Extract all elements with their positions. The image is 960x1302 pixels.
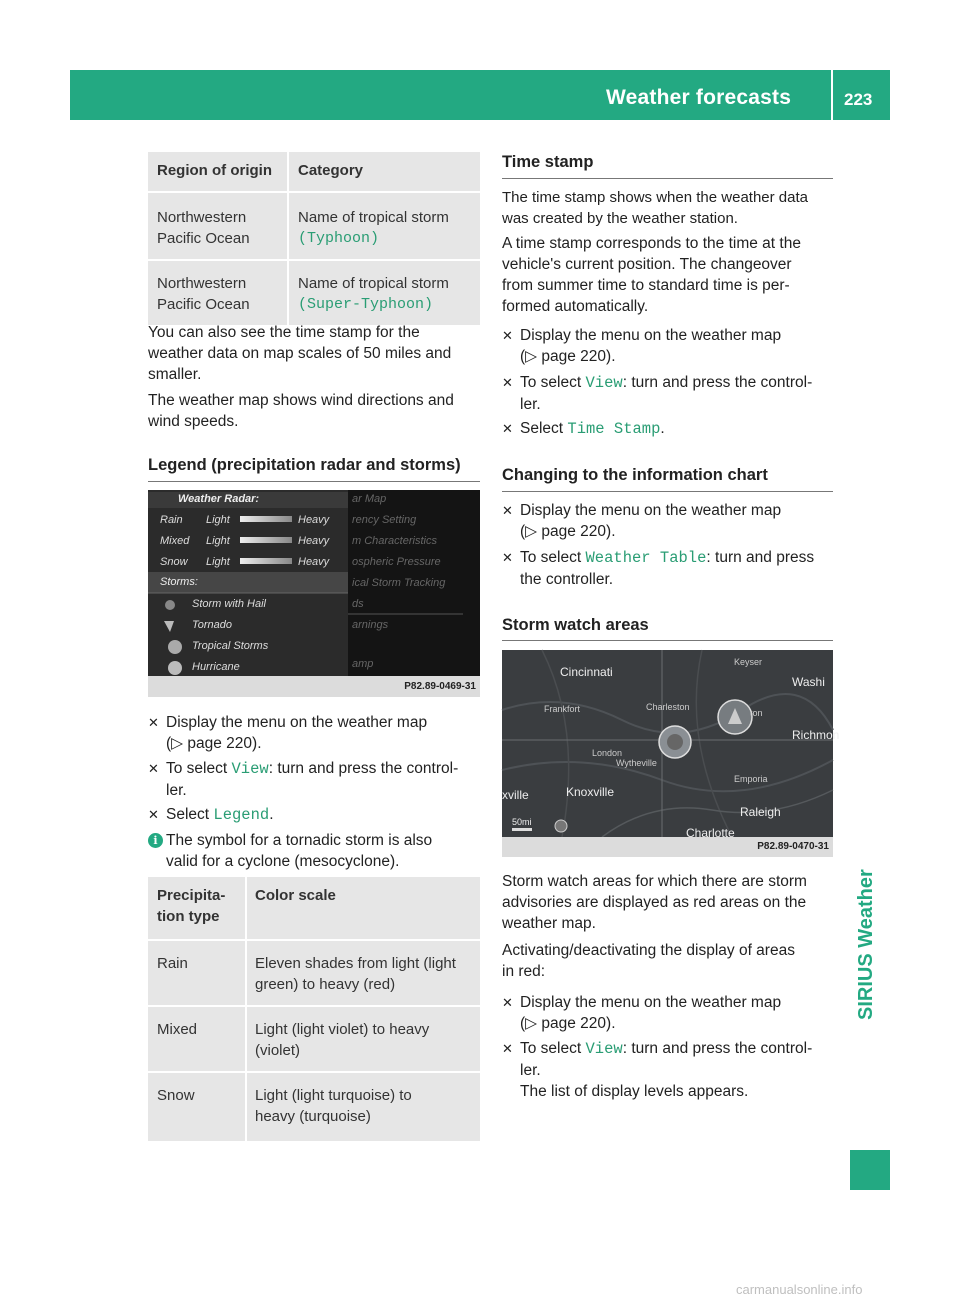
menu-item: m Characteristics (352, 535, 437, 547)
precip-type: Snow (160, 556, 188, 568)
text-line: A time stamp corresponds to the time at the (502, 235, 801, 252)
region-line: Pacific Ocean (157, 296, 250, 313)
map-scale: 50mi (512, 817, 532, 827)
step-arrow-icon: ✕ (502, 503, 513, 518)
precip-type: Mixed (160, 535, 190, 547)
table-cell (148, 260, 288, 325)
storm-region-table (148, 152, 480, 325)
cell-line: Light (light violet) to heavy (255, 1021, 430, 1038)
screen-title: Weather Radar: (178, 493, 260, 505)
table-row (148, 260, 480, 325)
note (166, 830, 432, 872)
step-arrow-icon: ✕ (502, 995, 513, 1010)
map-city-label: Washi (792, 675, 825, 689)
table-header-row (148, 877, 480, 940)
step-text (166, 758, 458, 780)
text-line: formed automatically. (502, 298, 649, 315)
menu-item: ical Storm Tracking (352, 577, 446, 589)
text-line: in red: (502, 963, 546, 980)
precipitation-table (148, 877, 480, 1141)
category-code: (Typhoon) (298, 230, 380, 247)
paragraph (148, 390, 454, 432)
cell-line: (violet) (255, 1042, 301, 1059)
step-text-part: : turn and press the control- (268, 760, 459, 777)
step-text: ler. (520, 1062, 541, 1079)
info-icon: i (148, 833, 163, 848)
paragraph (502, 233, 801, 317)
step-text-part: : turn and press (706, 549, 815, 566)
text-line: Activating/deactivating the display of areas (502, 942, 795, 959)
instruction-step (502, 992, 781, 1034)
step-text: The list of display levels appears. (520, 1083, 749, 1100)
category-line: Name of tropical storm (298, 209, 449, 226)
text-line: valid for a cyclone (mesocyclone). (166, 853, 400, 870)
map-city-label: Wytheville (616, 758, 657, 768)
menu-item: ospheric Pressure (352, 556, 441, 568)
step-text-part: Select (520, 420, 568, 437)
text-line: from summer time to standard time is per- (502, 277, 790, 294)
legend-heading: Legend (precipitation radar and storms) (148, 456, 461, 474)
instruction-step (502, 372, 812, 415)
map-city-label: Richmon (792, 728, 840, 742)
precip-type: Rain (160, 514, 183, 526)
instruction-step (502, 418, 665, 440)
menu-item: ds (352, 598, 364, 610)
step-text: Display the menu on the weather map (520, 502, 782, 519)
header-line: Precipita- (157, 887, 226, 904)
cell-line: Light (light turquoise) to (255, 1087, 412, 1104)
step-text-part: To select (520, 1040, 586, 1057)
text-line: Storm watch areas for which there are storm (502, 873, 807, 890)
map-city-label: Charleston (646, 702, 690, 712)
storm-map-graphic (502, 650, 833, 857)
header-line: tion type (157, 908, 220, 925)
step-text: (▷ page 220). (520, 1015, 616, 1032)
footer-watermark: carmanualsonline.info (736, 1282, 863, 1297)
step-text: Display the menu on the weather map (166, 714, 428, 731)
text-line: wind speeds. (148, 413, 239, 430)
step-text-part: : turn and press the control- (622, 1040, 813, 1057)
table-header (148, 877, 246, 940)
step-text: (▷ page 220). (520, 348, 616, 365)
step-text: (▷ page 220). (166, 735, 262, 752)
step-text: the controller. (520, 571, 614, 588)
menu-item: rency Setting (352, 514, 417, 526)
map-city-label: xville (502, 788, 529, 802)
image-code: P82.89-0469-31 (404, 681, 476, 692)
text-line: advisories are displayed as red areas on the (502, 894, 807, 911)
category-line: Name of tropical storm (298, 275, 449, 292)
table-cell: Mixed (148, 1006, 246, 1072)
precip-heavy: Heavy (298, 514, 330, 526)
table-cell: Snow (148, 1072, 246, 1141)
map-city-label: Knoxville (566, 785, 615, 799)
table-cell (288, 192, 480, 260)
table-header: Region of origin (148, 152, 288, 192)
step-arrow-icon: ✕ (148, 715, 159, 730)
step-text: (▷ page 220). (520, 523, 616, 540)
map-city-label: Raleigh (740, 805, 781, 819)
table-cell (148, 192, 288, 260)
table-cell: Rain (148, 940, 246, 1006)
paragraph (148, 322, 451, 385)
storm-map-screenshot (502, 650, 840, 857)
step-text-part: . (269, 806, 274, 823)
table-row (148, 1072, 480, 1141)
precip-light: Light (206, 535, 230, 547)
storm-item: Tropical Storms (192, 640, 269, 652)
step-text (520, 547, 814, 569)
category-code: (Super-Typhoon) (298, 296, 434, 313)
table-header-row (148, 152, 480, 192)
map-city-label: Charlotte (686, 826, 735, 840)
text-line: The weather map shows wind directions and (148, 392, 454, 409)
instruction-step (502, 547, 814, 590)
step-text (520, 418, 665, 440)
menu-item-code: Time Stamp (567, 420, 661, 438)
precip-heavy: Heavy (298, 556, 330, 568)
legend-screenshot (148, 490, 480, 697)
step-arrow-icon: ✕ (502, 328, 513, 343)
text-line: You can also see the time stamp for the (148, 324, 420, 341)
step-text (166, 804, 274, 826)
info-chart-heading: Changing to the information chart (502, 466, 768, 484)
cell-line: Eleven shades from light (light (255, 955, 456, 972)
instruction-step (502, 500, 781, 542)
precip-heavy: Heavy (298, 535, 330, 547)
menu-item: ar Map (352, 493, 387, 505)
table-cell (246, 940, 480, 1006)
step-arrow-icon: ✕ (502, 1041, 513, 1056)
step-arrow-icon: ✕ (502, 421, 513, 436)
precip-light: Light (206, 556, 230, 568)
step-text-part: To select (166, 760, 232, 777)
side-tab-marker (850, 1150, 890, 1190)
step-text: Display the menu on the weather map (520, 327, 782, 344)
step-text-part: : turn and press the control- (622, 374, 813, 391)
step-text (520, 372, 812, 394)
step-text-part: . (660, 420, 665, 437)
paragraph (502, 940, 795, 982)
text-line: was created by the weather station. (502, 210, 738, 227)
page-section-title: Weather forecasts (606, 86, 792, 109)
heading-rule (502, 491, 833, 492)
step-text: Display the menu on the weather map (520, 994, 782, 1011)
page-number: 223 (844, 90, 873, 109)
map-city-label: Keyser (734, 657, 763, 667)
map-city-label: Emporia (734, 774, 768, 784)
menu-item: arnings (352, 619, 389, 631)
menu-item: amp (352, 658, 374, 670)
region-line: Northwestern (157, 275, 247, 292)
table-header: Category (288, 152, 480, 192)
time-stamp-heading: Time stamp (502, 153, 594, 171)
table-cell (288, 260, 480, 325)
menu-item-code: View (231, 760, 269, 778)
step-arrow-icon: ✕ (148, 807, 159, 822)
text-line: smaller. (148, 366, 202, 383)
step-arrow-icon: ✕ (502, 375, 513, 390)
step-text-part: To select (520, 549, 586, 566)
step-text-part: To select (520, 374, 586, 391)
storm-item: Hurricane (192, 661, 240, 673)
side-tab-label: SIRIUS Weather (855, 869, 877, 1020)
text-line: The time stamp shows when the weather data (502, 189, 808, 206)
cell-line: green) to heavy (red) (255, 976, 396, 993)
menu-item-code: View (585, 1040, 623, 1058)
step-text: ler. (520, 396, 541, 413)
table-row (148, 940, 480, 1006)
instruction-step (148, 758, 458, 801)
storm-watch-heading: Storm watch areas (502, 616, 649, 634)
heading-rule (502, 640, 833, 641)
map-city-label: ton (750, 708, 763, 718)
table-row (148, 192, 480, 260)
step-text (520, 1038, 812, 1060)
map-city-label: Cincinnati (560, 665, 613, 679)
storms-label: Storms: (160, 576, 198, 588)
region-line: Northwestern (157, 209, 247, 226)
text-line: weather data on map scales of 50 miles and (148, 345, 452, 362)
menu-item-code: Weather Table (585, 549, 707, 567)
region-line: Pacific Ocean (157, 230, 250, 247)
step-arrow-icon: ✕ (502, 550, 513, 565)
cell-line: heavy (turquoise) (255, 1108, 371, 1125)
text-line: weather map. (502, 915, 596, 932)
instruction-step (502, 1038, 812, 1102)
paragraph (502, 871, 807, 934)
step-text: ler. (166, 782, 187, 799)
table-row (148, 1006, 480, 1072)
instruction-step (148, 804, 274, 826)
map-city-label: Frankfort (544, 704, 581, 714)
paragraph (502, 187, 808, 229)
storm-item: Storm with Hail (192, 598, 266, 610)
precip-light: Light (206, 514, 230, 526)
table-cell (246, 1072, 480, 1141)
image-code: P82.89-0470-31 (757, 841, 829, 852)
step-arrow-icon: ✕ (148, 761, 159, 776)
menu-item-code: View (585, 374, 623, 392)
heading-rule (148, 481, 480, 482)
table-header: Color scale (246, 877, 480, 940)
table-cell (246, 1006, 480, 1072)
header-separator (831, 70, 833, 120)
map-city-label: London (592, 748, 623, 758)
text-line: The symbol for a tornadic storm is also (166, 832, 433, 849)
instruction-step (502, 325, 781, 367)
heading-rule (502, 178, 833, 179)
instruction-step (148, 712, 427, 754)
step-text-part: Select (166, 806, 214, 823)
text-line: vehicle's current position. The changeover (502, 256, 792, 273)
menu-item-code: Legend (213, 806, 270, 824)
storm-item: Tornado (192, 619, 232, 631)
